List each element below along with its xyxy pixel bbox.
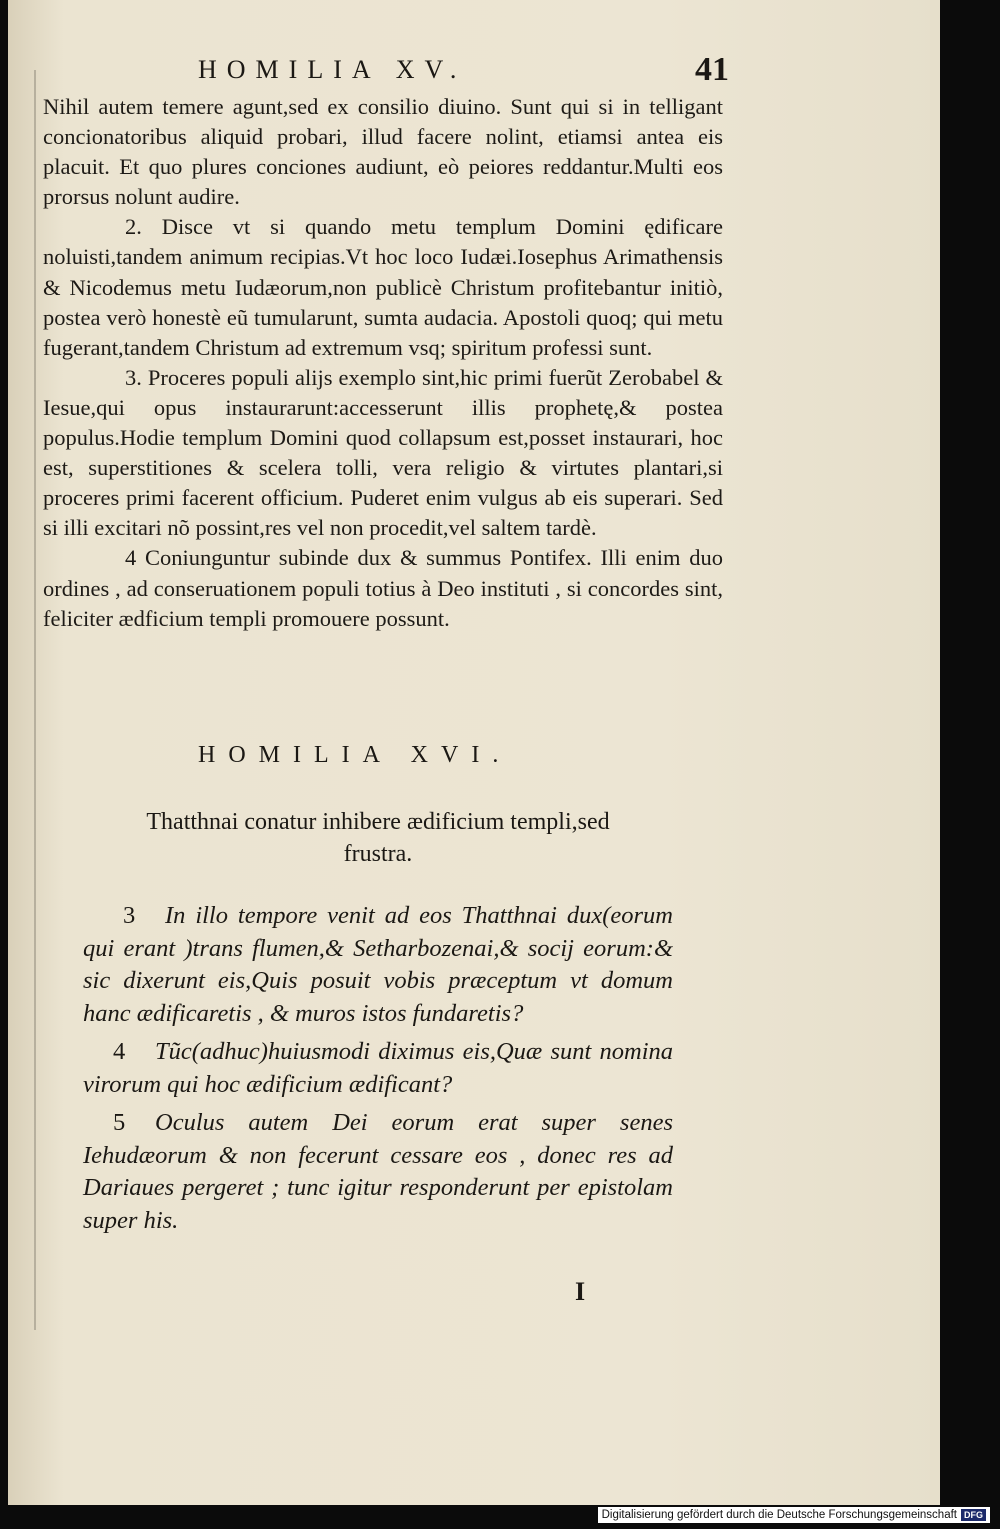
- verse-4: [83, 1036, 673, 1101]
- funding-footer: [598, 1507, 990, 1523]
- catchword: I: [575, 1277, 586, 1306]
- paragraph-1: Nihil autem temere agunt,sed ex consilio diuino. Sunt qui si in telligant concionatoribus aliquid probari, illud facere nolint, etiamsi antea eis placuit. Et quo plures conciones audiunt, eò peiores reddantur.Multi eos prorsus nolunt audire.: [43, 94, 723, 210]
- verse-number: 3: [123, 902, 136, 929]
- paragraph-4: 4 Coniunguntur subinde dux & summus Pontifex. Illi enim duo ordines , ad conseruationem populi totius à Deo instituti , si concordes sint, feliciter ædficium templi promouere possunt.: [43, 545, 723, 631]
- running-title: HOMILIA XV.: [198, 55, 467, 84]
- scripture-verses: [83, 900, 673, 1243]
- section-summary: Thatthnai conatur inhibere ædificium templi,sed frustra.: [146, 809, 610, 867]
- dfg-logo: DFG: [961, 1509, 986, 1521]
- verse-number: 5: [113, 1109, 126, 1136]
- margin-line: [34, 70, 36, 1330]
- paragraph-3: 3. Proceres populi alijs exemplo sint,hic primi fuerũt Zerobabel & Iesue,qui opus instaurarunt:accesserunt illis prophetę,& postea populus.Hodie templum Domini quod collapsum est,posset instaurari, hoc est, superstitiones & scelera tolli, vera religio & virtutes plantari,si proceres primi facerent officium. Puderet enim vulgus ab eis superari. Sed si illi excitari nõ possint,res vel non procedit,vel saltem tardè.: [43, 364, 723, 541]
- verse-text: In illo tempore venit ad eos Thatthnai dux(eorum qui erant )trans flumen,& Setharbozenai,& socij eorum:& sic dixerunt eis,Quis posuit vobis præceptum vt domum hanc ædificaretis , & muros istos fundaretis?: [83, 902, 673, 1027]
- page-number: 41: [695, 51, 729, 88]
- funding-text: Digitalisierung gefördert durch die Deutsche Forschungsgemeinschaft: [601, 1509, 957, 1521]
- paragraph-2: 2. Disce vt si quando metu templum Domini ędificare noluisti,tandem animum recipias.Vt hoc loco Iudæi.Iosephus Arimathensis & Nicodemus metu Iudæorum,non publicè Christum profitebantur initiò, postea verò honestè eũ tumularunt, sumta audacia. Apostoli quoq; qui metu fugerant,tandem Christum ad extremum vsq; spiritum professi sunt.: [43, 214, 723, 360]
- book-page: [8, 0, 940, 1505]
- verse-text: Oculus autem Dei eorum erat super senes Iehudæorum & non fecerunt cessare eos , donec res ad Dariaues pergeret ; tunc igitur responderunt per epistolam super his.: [83, 1109, 673, 1234]
- main-text: [43, 92, 723, 634]
- verse-5: [83, 1107, 673, 1237]
- running-header: [198, 51, 758, 88]
- verse-text: Tũc(adhuc)huiusmodi diximus eis,Quæ sunt nomina virorum qui hoc ædificium ædificant?: [83, 1038, 673, 1098]
- verse-3: [83, 900, 673, 1030]
- verse-number: 4: [113, 1038, 126, 1065]
- section-heading: HOMILIA XVI.: [198, 742, 512, 768]
